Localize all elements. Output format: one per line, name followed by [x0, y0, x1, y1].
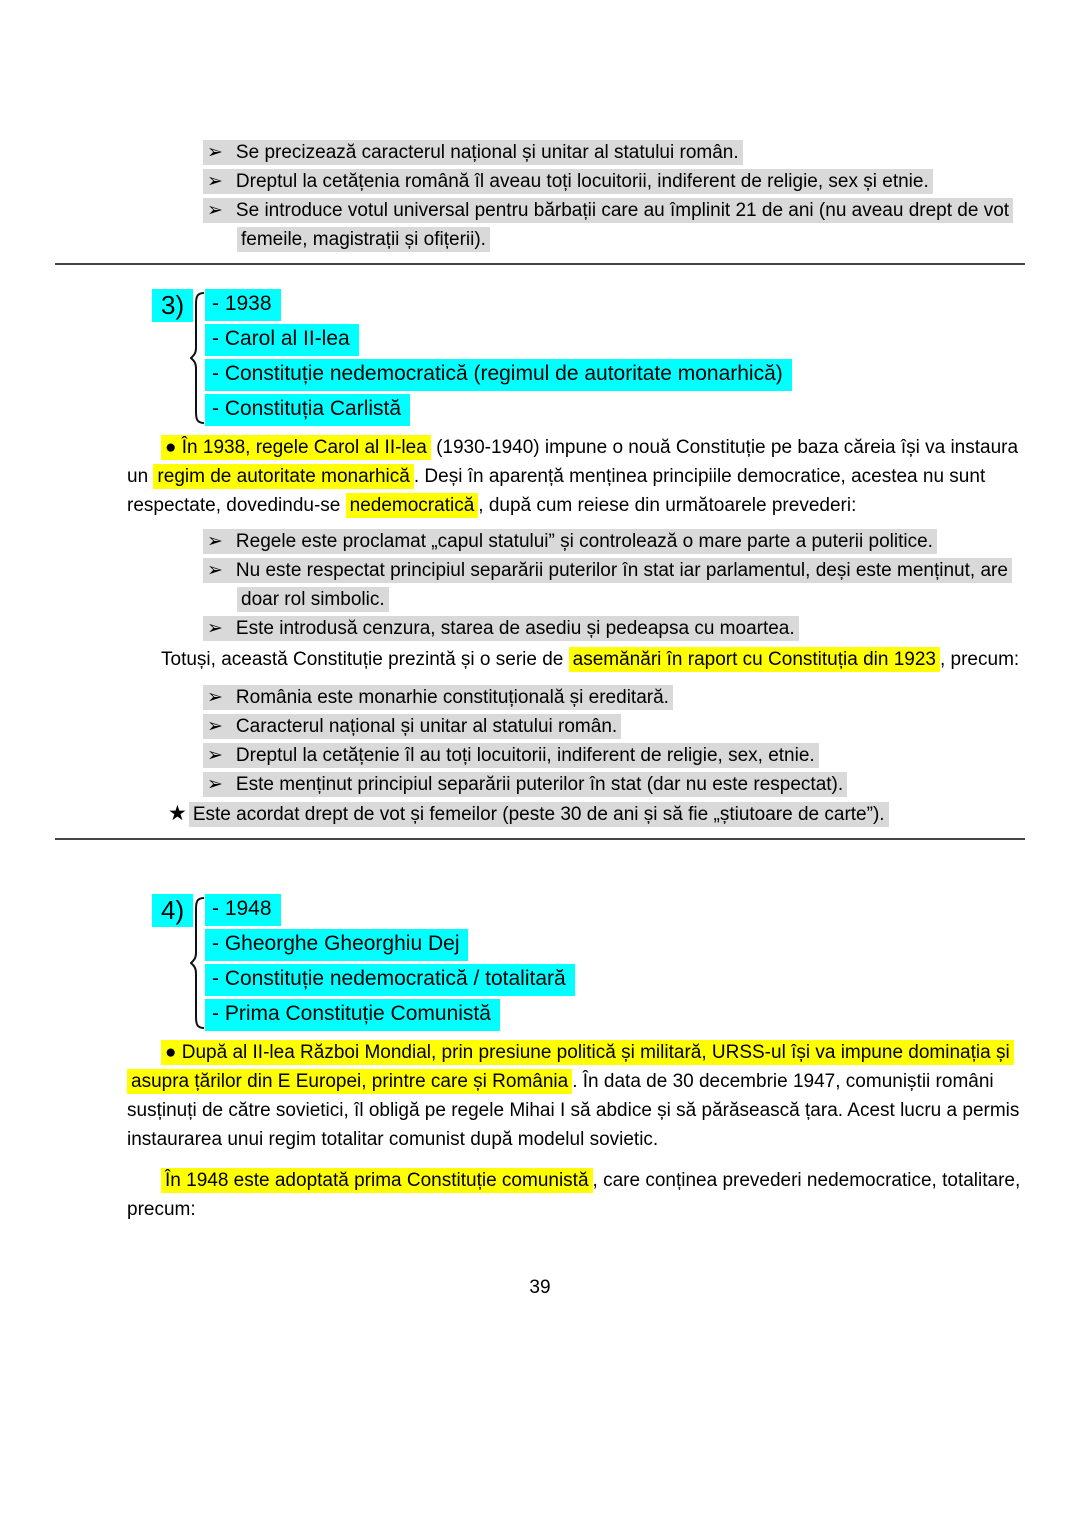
section-divider: [55, 838, 1025, 840]
bullet-text: Este introdusă cenzura, starea de asediu și pedeapsa cu moartea.: [235, 618, 795, 639]
section-4-adoption-paragraph: În 1948 este adoptată prima Constituție comunistă , care conținea prevederi nedemocratice, totalitare, precum:: [127, 1170, 1021, 1220]
tag-row: - Constituție nedemocratică / totalitară: [205, 964, 575, 996]
arrow-bullet-icon: ➢: [207, 560, 223, 581]
bracket-icon: [190, 896, 206, 1030]
bullet-text: Se introduce votul universal pentru bărbații care au împlinit 21 de ani (nu aveau drept de vot femeile, magistrații și ofițerii).: [235, 200, 1010, 250]
section-tags: [205, 894, 1025, 1031]
section-divider: [55, 263, 1025, 265]
list-item: [207, 167, 1025, 196]
arrow-bullet-icon: ➢: [207, 142, 223, 163]
section-number: 3): [152, 289, 193, 322]
similarities-intro-paragraph: Totuși, această Constituție prezintă și o serie de asemănări în raport cu Constituția din 1923 , precum:: [161, 649, 1020, 670]
star-note-text: Este acordat drept de vot și femeilor (peste 30 de ani și să fie „știutoare de carte”).: [189, 802, 889, 827]
list-item: [207, 556, 1025, 614]
bullet-text: Regele este proclamat „capul statului” și controlează o mare parte a puterii politice.: [235, 531, 933, 552]
bullet-text: Se precizează caracterul național și unitar al statului român.: [235, 142, 739, 163]
list-item: [207, 527, 1025, 556]
list-item: [207, 138, 1025, 167]
similarities-list: [127, 683, 1025, 799]
section-4-intro-paragraph: ● După al II-lea Război Mondial, prin presiune politică și militară, URSS-ul își va impune dominația și asupra țărilor din E Europei, printre care și România . În data de 30 decembrie 1947, comuniștii români susținuți de către sovietici, îl obligă pe regele Mihai I să abdice și să părăsească țara. Acest lucru a permis instaurarea unui regim totalitar comunist după modelul sovietic.: [127, 1042, 1020, 1150]
tag-row: - 1938: [205, 289, 281, 321]
list-item: [207, 741, 1025, 770]
list-item: [207, 196, 1025, 254]
list-item: [207, 614, 1025, 643]
arrow-bullet-icon: ➢: [207, 745, 223, 766]
bullet-text: România este monarhie constituțională și ereditară.: [235, 687, 669, 708]
tag-row: - Carol al II-lea: [205, 324, 359, 356]
provisions-list: [127, 527, 1025, 643]
bracket-icon: [190, 291, 206, 425]
tag-row: - Constituție nedemocratică (regimul de autoritate monarhică): [205, 359, 792, 391]
bullet-text: Este menținut principiul separării puterilor în stat (dar nu este respectat).: [235, 774, 844, 795]
bullet-text: Nu este respectat principiul separării puterilor în stat iar parlamentul, deși este menținut, are doar rol simbolic.: [235, 560, 1008, 610]
list-item: [207, 712, 1025, 741]
arrow-bullet-icon: ➢: [207, 774, 223, 795]
arrow-bullet-icon: ➢: [207, 716, 223, 737]
section-number: 4): [152, 894, 193, 927]
star-icon: ★: [168, 802, 187, 825]
list-item: [207, 683, 1025, 712]
arrow-bullet-icon: ➢: [207, 618, 223, 639]
section-3-header: [152, 289, 1025, 426]
bullet-text: Dreptul la cetățenie îl au toți locuitorii, indiferent de religie, sex, etnie.: [235, 745, 815, 766]
arrow-bullet-icon: ➢: [207, 171, 223, 192]
page-number: 39: [529, 1277, 551, 1298]
section-4-header: [152, 894, 1025, 1031]
arrow-bullet-icon: ➢: [207, 687, 223, 708]
bullet-text: Caracterul național și unitar al statului român.: [235, 716, 618, 737]
tag-row: - Constituția Carlistă: [205, 394, 410, 426]
section-tags: [205, 289, 1025, 426]
star-note: [127, 799, 1025, 829]
bullet-text: Dreptul la cetățenia română îl aveau toți locuitorii, indiferent de religie, sex și etnie.: [235, 171, 929, 192]
section-3-intro-paragraph: ● În 1938, regele Carol al II-lea (1930-1940) impune o nouă Constituție pe baza căreia își va instaura un regim de autoritate monarhică . Deși în aparență menținea principiile democratice, acestea nu sunt respectate, dovedindu-se nedemocratică , după cum reiese din următoarele prevederi:: [127, 437, 1019, 516]
tag-row: - 1948: [205, 894, 281, 926]
arrow-bullet-icon: ➢: [207, 531, 223, 552]
arrow-bullet-icon: ➢: [207, 200, 223, 221]
intro-bullet-list: [127, 138, 1025, 254]
tag-row: - Prima Constituție Comunistă: [205, 999, 500, 1031]
tag-row: - Gheorghe Gheorghiu Dej: [205, 929, 468, 961]
list-item: [207, 770, 1025, 799]
